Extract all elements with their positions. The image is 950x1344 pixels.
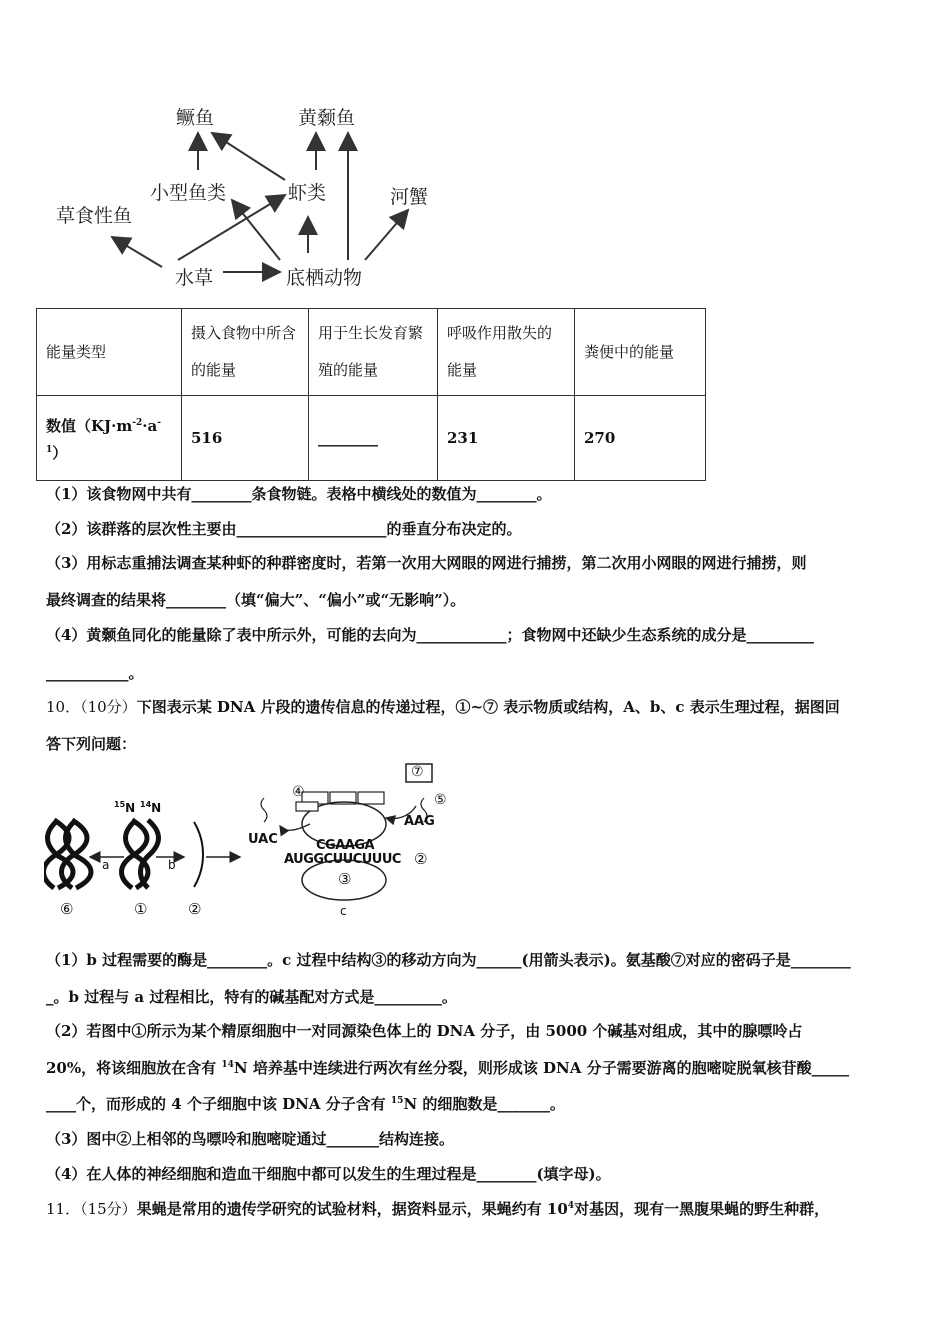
label-circle-1: ①	[134, 900, 148, 918]
node-small-fish: 小型鱼类	[150, 182, 227, 204]
q11-intro	[46, 1198, 829, 1219]
table-header-row	[37, 309, 706, 396]
q10-part1-line1: （1）b 过程需要的酶是________。c 过程中结构③的移动方向为______(用箭头表示)。氨基酸⑦对应的密码子是________	[46, 951, 851, 969]
q10-part2-line3-pre: ____个，而形成的 4 个子细胞中该 DNA 分子含有	[46, 1095, 391, 1113]
row-label-mid: ·a	[142, 417, 158, 435]
label-15n: $^{15}$N	[114, 800, 136, 815]
node-shrimp: 虾类	[288, 182, 327, 204]
q10-part2-line1: （2）若图中①所示为某个精原细胞中一对同源染色体上的 DNA 分子，由 5000 个碱基对组成，其中的腺嘌呤占	[46, 1022, 803, 1040]
q9-part4-line2: ___________。	[46, 664, 144, 682]
q11-text-post: 对基因，现有一黑腹果蝇的野生种群，	[574, 1200, 830, 1218]
table-cell: ________	[309, 396, 438, 481]
label-circle-5: ⑤	[434, 792, 447, 808]
q10-part2-line3-post: N 的细胞数是_______。	[403, 1095, 565, 1113]
row-label-sup2: -1	[46, 418, 161, 455]
row-label-main: 数值（KJ·m	[46, 417, 133, 435]
q9-part1: （1）该食物网中共有________条食物链。表格中横线处的数值为________。	[46, 485, 552, 503]
dna-helix-6	[44, 820, 91, 888]
q9-part3-line2: 最终调查的结果将________（填“偏大”、“偏小”或“无影响”）。	[46, 591, 466, 609]
label-aag: AAG	[404, 814, 435, 829]
q11-text-sup: 4	[567, 1201, 575, 1211]
node-crab: 河蟹	[390, 186, 429, 208]
table-header-cell: 呼吸作用散失的能量	[438, 309, 575, 396]
q10-part2-line2-pre: 20%，将该细胞放在含有	[46, 1059, 222, 1077]
q10-number: 10．（10分）	[46, 698, 137, 716]
table-header-cell: 粪便中的能量	[575, 309, 706, 396]
q9-part2: （2）该群落的层次性主要由____________________的垂直分布决定的。	[46, 520, 522, 538]
row-label-sup1: -2	[132, 418, 143, 428]
table-cell: 231	[438, 396, 575, 481]
label-uac: UAC	[248, 832, 278, 847]
arrow-shrimp-mandarin	[212, 133, 285, 180]
node-water-plant: 水草	[175, 267, 214, 289]
q10-part2-line3-sup: 15	[390, 1096, 404, 1106]
q9-part4-line1: （4）黄颡鱼同化的能量除了表中所示外，可能的去向为____________；食物网中还缺少生态系统的成分是_________	[46, 626, 814, 644]
table-header-cell: 摄入食物中所含的能量	[182, 309, 309, 396]
label-circle-2a: ②	[188, 900, 202, 918]
node-yellow-catfish: 黄颡鱼	[298, 107, 356, 129]
q10-part2-line2	[46, 1057, 849, 1078]
node-benthic-animal: 底栖动物	[286, 267, 363, 289]
label-circle-2b: ②	[414, 850, 428, 868]
q10-part2-line2-sup: 14	[221, 1060, 234, 1070]
label-circle-7: ⑦	[411, 764, 424, 780]
q11-text-pre: 果蝇是常用的遗传学研究的试验材料，据资料显示，果蝇约有 10	[136, 1200, 568, 1218]
label-cgaaga: CGAAGA	[316, 838, 375, 853]
q10-part4: （4）在人体的神经细胞和造血干细胞中都可以发生的生理过程是________(填字母)。	[46, 1165, 611, 1183]
table-cell: 516	[182, 396, 309, 481]
q10-part2-line3	[46, 1093, 565, 1114]
box-4	[296, 802, 318, 811]
q10-intro-line1	[46, 696, 840, 717]
arrow-benthic-crab	[365, 210, 408, 260]
table-row-label	[37, 396, 182, 481]
q10-intro-line2: 答下列问题：	[46, 735, 137, 753]
q10-part2-line2-post: N 培养基中连续进行两次有丝分裂，则形成该 DNA 分子需要游离的胞嘧啶脱氧核苷酸_____	[233, 1059, 850, 1077]
label-circle-6: ⑥	[60, 900, 74, 918]
dna-helix-1	[122, 820, 159, 888]
label-14n: $^{14}$N	[140, 800, 162, 815]
label-mrna-seq: AUGGCUUCUUUC	[284, 852, 401, 867]
q10-intro-text: 下图表示某 DNA 片段的遗传信息的传递过程，①~⑦ 表示物质或结构，A、b、c 表示生理过程，据图回	[136, 698, 840, 716]
table-header-cell: 用于生长发育繁殖的能量	[309, 309, 438, 396]
mrna-strand	[194, 822, 203, 887]
label-circle-3: ③	[338, 870, 352, 888]
node-herbivorous-fish: 草食性鱼	[56, 205, 133, 227]
energy-table	[36, 308, 706, 481]
table-header-cell: 能量类型	[37, 309, 182, 396]
q9-part3-line1: （3）用标志重捕法调查某种虾的种群密度时，若第一次用大网眼的网进行捕捞，第二次用小网眼的网进行捕捞，则	[46, 554, 807, 572]
q10-part3: （3）图中②上相邻的鸟嘌呤和胞嘧啶通过_______结构连接。	[46, 1130, 454, 1148]
table-cell: 270	[575, 396, 706, 481]
arrow-benthic-smallfish	[232, 200, 280, 260]
row-label-end: ）	[52, 444, 68, 462]
arrow-plant-herbfish	[112, 237, 162, 267]
arrow-trna-out	[280, 824, 310, 830]
label-a: a	[102, 858, 110, 872]
label-c: c	[340, 904, 347, 918]
label-circle-4: ④	[292, 784, 305, 800]
q11-number: 11．（15分）	[46, 1200, 137, 1218]
node-mandarin-fish: 鳜鱼	[176, 107, 215, 129]
label-b: b	[168, 858, 176, 872]
table-row	[37, 396, 706, 481]
food-web-diagram	[40, 95, 460, 295]
q10-part1-line2: _。b 过程与 a 过程相比，特有的碱基配对方式是_________。	[46, 988, 457, 1006]
gene-expression-diagram	[44, 762, 464, 922]
